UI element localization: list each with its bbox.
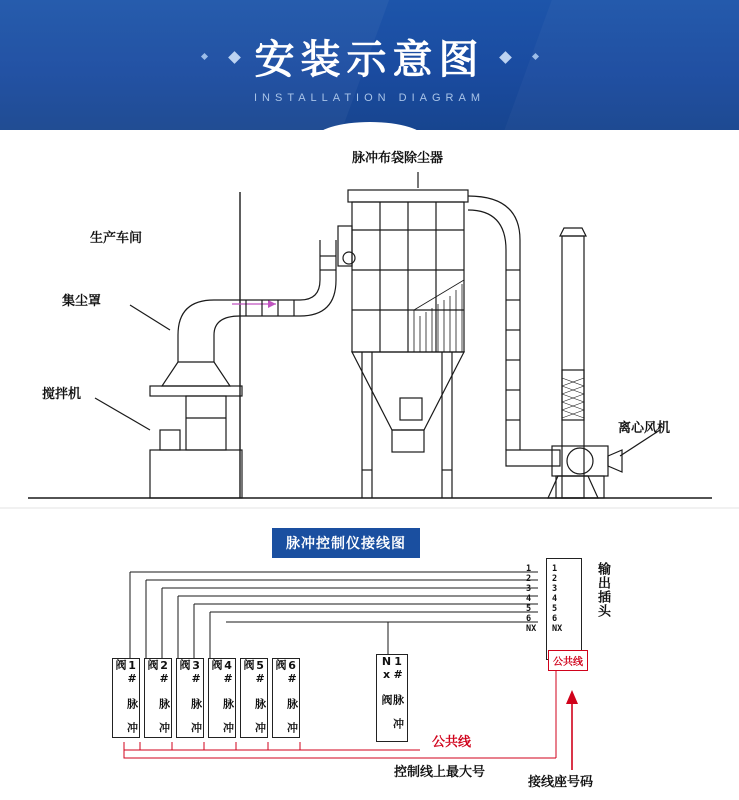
valve-box-nx-label: 1# 脉 冲 Nx 阀 — [380, 655, 405, 729]
diamond-icon-outer-left — [200, 52, 207, 59]
label-centrifugal-fan: 离心风机 — [618, 421, 671, 436]
valve-box-3 — [176, 658, 204, 738]
terminal-numbers-right — [552, 564, 562, 634]
label-socket-number: 接线座号码 — [528, 775, 594, 790]
output-plug-label: 输出插头 — [594, 562, 610, 618]
terminal-left-1: 1 — [526, 564, 532, 574]
valve-box-5-label: 5# 脉 冲 阀 — [242, 659, 267, 733]
terminal-left-nx: NX — [526, 624, 537, 635]
valve-box-4-label: 4# 脉 冲 阀 — [210, 659, 235, 733]
wiring-diagram-title: 脉冲控制仪接线图 — [272, 528, 420, 558]
banner-title-row — [0, 28, 739, 85]
label-workshop: 生产车间 — [90, 231, 143, 246]
terminal-left-3: 3 — [526, 584, 532, 595]
valve-box-6 — [272, 658, 300, 738]
common-line-tag: 公共线 — [548, 650, 588, 671]
terminal-left-5: 5 — [526, 604, 532, 615]
terminal-right-nx: NX — [552, 624, 563, 635]
valve-box-3-label: 3# 脉 冲 阀 — [178, 659, 203, 733]
page-title: 安装示意图 — [254, 37, 485, 83]
valve-box-nx — [376, 654, 408, 742]
diamond-icon-left — [228, 51, 241, 64]
terminal-left-2: 2 — [526, 574, 532, 585]
valve-box-2 — [144, 658, 172, 738]
valve-box-1-label: 1# 脉 冲 阀 — [114, 659, 139, 733]
terminal-left-6: 6 — [526, 614, 532, 625]
terminal-right-3: 3 — [552, 584, 558, 595]
valve-box-6-label: 6# 脉 冲 阀 — [274, 659, 299, 733]
terminal-numbers-left — [526, 564, 536, 634]
diamond-icon-outer-right — [531, 52, 538, 59]
terminal-left-4: 4 — [526, 594, 532, 605]
valve-box-4 — [208, 658, 236, 738]
label-mixer: 搅拌机 — [42, 387, 82, 402]
terminal-right-4: 4 — [552, 594, 558, 605]
label-dust-collector: 脉冲布袋除尘器 — [352, 151, 444, 166]
page-header-banner — [0, 0, 739, 130]
label-dust-hood: 集尘罩 — [62, 294, 102, 309]
label-common-line: 公共线 — [432, 735, 472, 750]
valve-box-2-label: 2# 脉 冲 阀 — [146, 659, 171, 733]
terminal-right-6: 6 — [552, 614, 558, 625]
terminal-right-1: 1 — [552, 564, 558, 574]
valve-box-5 — [240, 658, 268, 738]
page-subtitle: INSTALLATION DIAGRAM — [253, 92, 485, 104]
label-max-number: 控制线上最大号 — [394, 765, 486, 780]
diagram-canvas — [0, 130, 739, 800]
valve-box-1 — [112, 658, 140, 738]
terminal-right-5: 5 — [552, 604, 558, 615]
terminal-right-2: 2 — [552, 574, 558, 585]
diamond-icon-right — [499, 51, 512, 64]
